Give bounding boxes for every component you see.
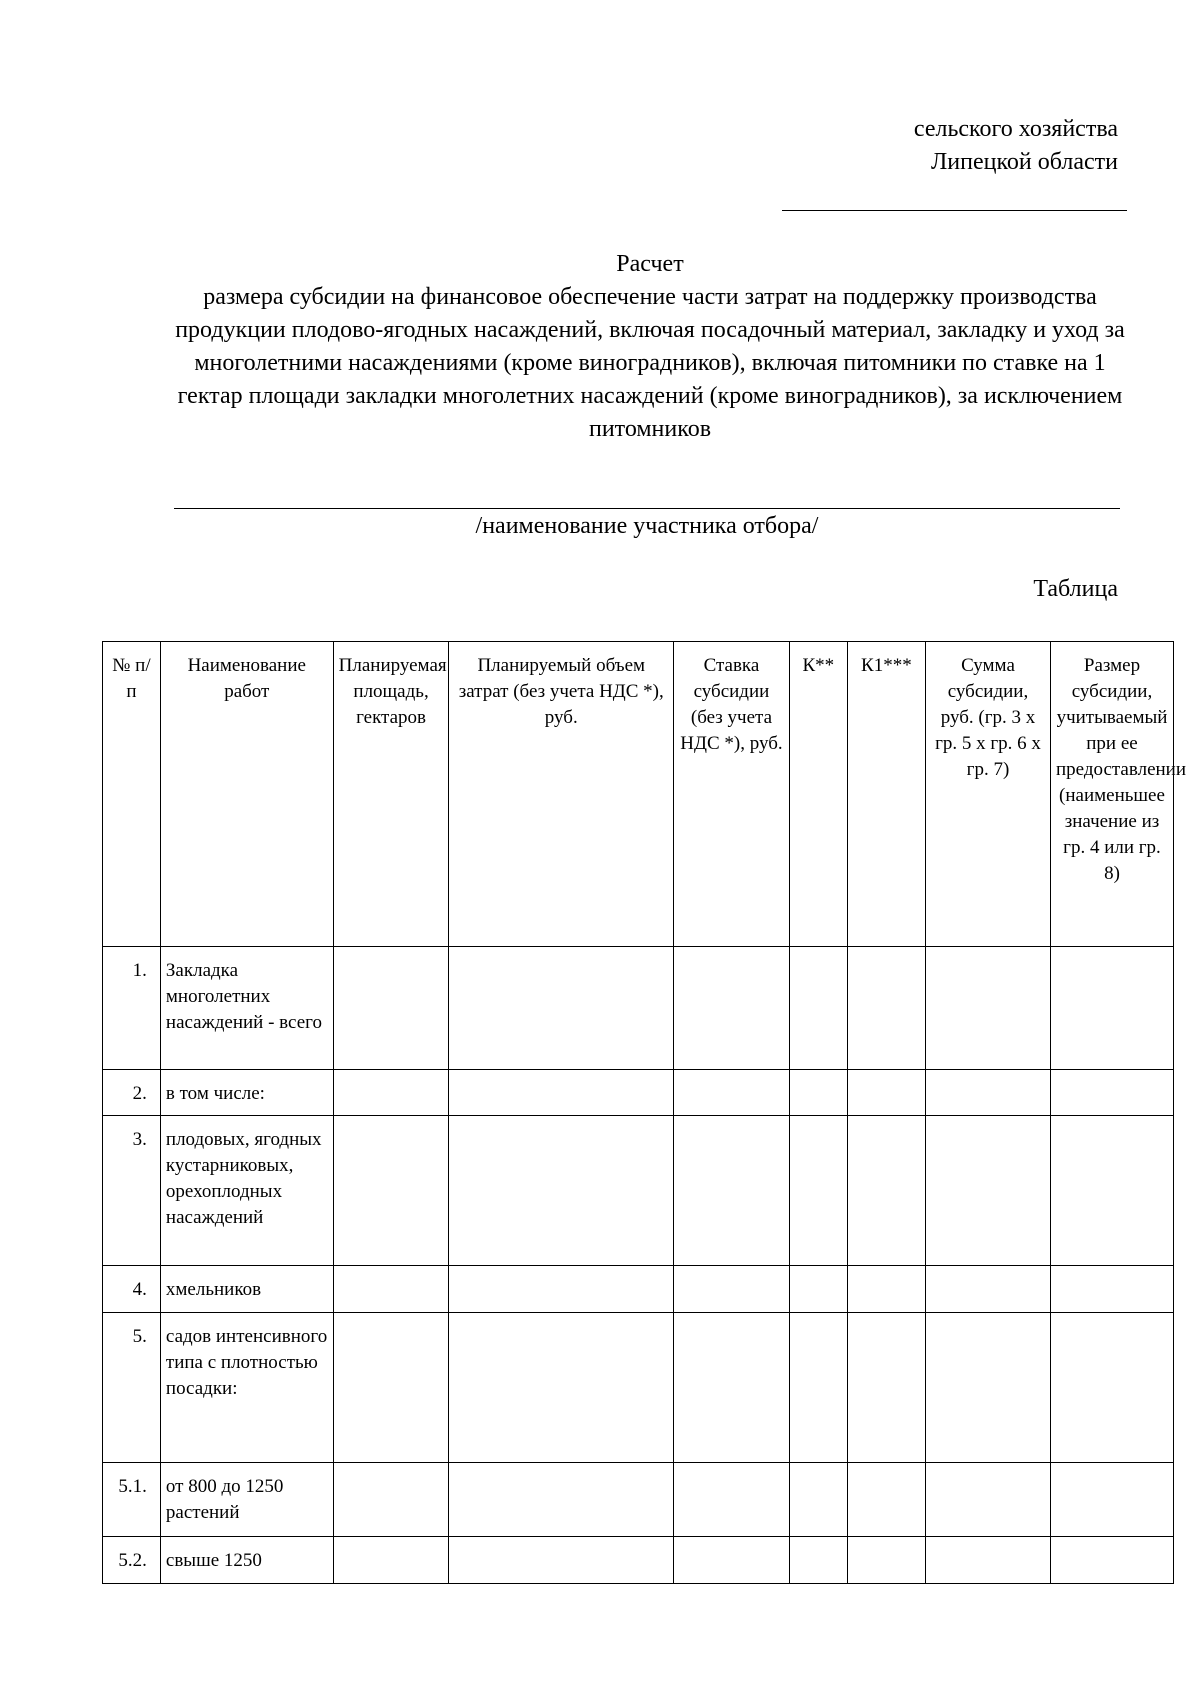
row-number: 1. bbox=[103, 947, 161, 1070]
subsidy-size-cell[interactable] bbox=[1050, 1266, 1173, 1313]
signature-line bbox=[782, 210, 1127, 211]
table-row bbox=[103, 1463, 1174, 1537]
k-cell[interactable] bbox=[789, 1537, 847, 1584]
k1-cell[interactable] bbox=[847, 1070, 925, 1116]
k1-cell[interactable] bbox=[847, 1116, 925, 1266]
planned-costs-cell[interactable] bbox=[449, 1266, 674, 1313]
planned-costs-cell[interactable] bbox=[449, 1313, 674, 1463]
planned-area-cell[interactable] bbox=[333, 1537, 449, 1584]
table-row bbox=[103, 1070, 1174, 1116]
planned-area-cell[interactable] bbox=[333, 1116, 449, 1266]
k-cell[interactable] bbox=[789, 1266, 847, 1313]
table-row bbox=[103, 1266, 1174, 1313]
subsidy-sum-cell[interactable] bbox=[926, 1070, 1051, 1116]
subsidy-rate-cell[interactable] bbox=[674, 1463, 790, 1537]
row-work-name: в том числе: bbox=[160, 1070, 333, 1116]
subsidy-size-cell[interactable] bbox=[1050, 1070, 1173, 1116]
subsidy-rate-cell[interactable] bbox=[674, 1537, 790, 1584]
subsidy-sum-cell[interactable] bbox=[926, 1116, 1051, 1266]
row-work-name: хмельников bbox=[160, 1266, 333, 1313]
table-row bbox=[103, 947, 1174, 1070]
planned-costs-cell[interactable] bbox=[449, 1116, 674, 1266]
row-work-name: свыше 1250 bbox=[160, 1537, 333, 1584]
column-header-number: № п/п bbox=[103, 642, 161, 947]
subsidy-rate-cell[interactable] bbox=[674, 1116, 790, 1266]
row-work-name: плодовых, ягодных кустарниковых, орехоплодных насаждений bbox=[160, 1116, 333, 1266]
planned-costs-cell[interactable] bbox=[449, 1463, 674, 1537]
subsidy-rate-cell[interactable] bbox=[674, 1070, 790, 1116]
subsidy-sum-cell[interactable] bbox=[926, 1266, 1051, 1313]
title-heading: Расчет bbox=[616, 251, 684, 277]
column-header-subsidy-size: Размер субсидии, учитываемый при ее предоставлении (наименьшее значение из гр. 4 или гр. 8) bbox=[1050, 642, 1173, 947]
participant-caption: /наименование участника отбора/ bbox=[475, 513, 819, 539]
planned-costs-cell[interactable] bbox=[449, 1070, 674, 1116]
row-number: 2. bbox=[103, 1070, 161, 1116]
document-title bbox=[160, 248, 1140, 446]
column-header-subsidy-rate: Ставка субсидии (без учета НДС *), руб. bbox=[674, 642, 790, 947]
planned-area-cell[interactable] bbox=[333, 947, 449, 1070]
k1-cell[interactable] bbox=[847, 1313, 925, 1463]
subsidy-sum-cell[interactable] bbox=[926, 947, 1051, 1070]
k-cell[interactable] bbox=[789, 1116, 847, 1266]
row-work-name: Закладка многолетних насаждений - всего bbox=[160, 947, 333, 1070]
row-work-name: садов интенсивного типа с плотностью посадки: bbox=[160, 1313, 333, 1463]
column-header-planned-area: Планируемая площадь, гектаров bbox=[333, 642, 449, 947]
k1-cell[interactable] bbox=[847, 1463, 925, 1537]
organization-block bbox=[914, 113, 1118, 179]
subsidy-rate-cell[interactable] bbox=[674, 947, 790, 1070]
table-header-row bbox=[103, 642, 1174, 947]
row-number: 3. bbox=[103, 1116, 161, 1266]
subsidy-size-cell[interactable] bbox=[1050, 947, 1173, 1070]
subsidy-size-cell[interactable] bbox=[1050, 1463, 1173, 1537]
org-line: сельского хозяйства bbox=[913, 116, 1118, 142]
subsidy-size-cell[interactable] bbox=[1050, 1116, 1173, 1266]
subsidy-sum-cell[interactable] bbox=[926, 1463, 1051, 1537]
k1-cell[interactable] bbox=[847, 1537, 925, 1584]
org-line: Липецкой области bbox=[931, 149, 1118, 175]
planned-area-cell[interactable] bbox=[333, 1313, 449, 1463]
planned-area-cell[interactable] bbox=[333, 1266, 449, 1313]
planned-costs-cell[interactable] bbox=[449, 1537, 674, 1584]
title-subtitle: размера субсидии на финансовое обеспечение части затрат на поддержку производства продукции плодово-ягодных насаждений, включая посадочный материал, закладку и уход за многолетними насаждениями (кроме виноградников), включая питомники по ставке на 1 гектар площади закладки многолетних насаждений (кроме виноградников), за исключением питомников bbox=[175, 284, 1125, 442]
table-row bbox=[103, 1313, 1174, 1463]
k-cell[interactable] bbox=[789, 947, 847, 1070]
column-header-work-name: Наименование работ bbox=[160, 642, 333, 947]
subsidy-rate-cell[interactable] bbox=[674, 1266, 790, 1313]
subsidy-sum-cell[interactable] bbox=[926, 1313, 1051, 1463]
row-number: 5.2. bbox=[103, 1537, 161, 1584]
k-cell[interactable] bbox=[789, 1070, 847, 1116]
subsidy-size-cell[interactable] bbox=[1050, 1313, 1173, 1463]
k1-cell[interactable] bbox=[847, 947, 925, 1070]
column-header-planned-costs: Планируемый объем затрат (без учета НДС *), руб. bbox=[449, 642, 674, 947]
subsidy-size-cell[interactable] bbox=[1050, 1537, 1173, 1584]
row-number: 5. bbox=[103, 1313, 161, 1463]
row-work-name: от 800 до 1250 растений bbox=[160, 1463, 333, 1537]
column-header-subsidy-sum: Сумма субсидии, руб. (гр. 3 x гр. 5 x гр. 6 x гр. 7) bbox=[926, 642, 1051, 947]
table-row bbox=[103, 1116, 1174, 1266]
planned-area-cell[interactable] bbox=[333, 1463, 449, 1537]
participant-name-line bbox=[174, 508, 1120, 509]
column-header-k1: К1*** bbox=[847, 642, 925, 947]
row-number: 4. bbox=[103, 1266, 161, 1313]
planned-area-cell[interactable] bbox=[333, 1070, 449, 1116]
subsidy-rate-cell[interactable] bbox=[674, 1313, 790, 1463]
k-cell[interactable] bbox=[789, 1313, 847, 1463]
column-header-k: К** bbox=[789, 642, 847, 947]
subsidy-table bbox=[102, 641, 1186, 1584]
subsidy-sum-cell[interactable] bbox=[926, 1537, 1051, 1584]
planned-costs-cell[interactable] bbox=[449, 947, 674, 1070]
row-number: 5.1. bbox=[103, 1463, 161, 1537]
table-row bbox=[103, 1537, 1174, 1584]
k1-cell[interactable] bbox=[847, 1266, 925, 1313]
k-cell[interactable] bbox=[789, 1463, 847, 1537]
table-caption: Таблица bbox=[1033, 576, 1118, 602]
